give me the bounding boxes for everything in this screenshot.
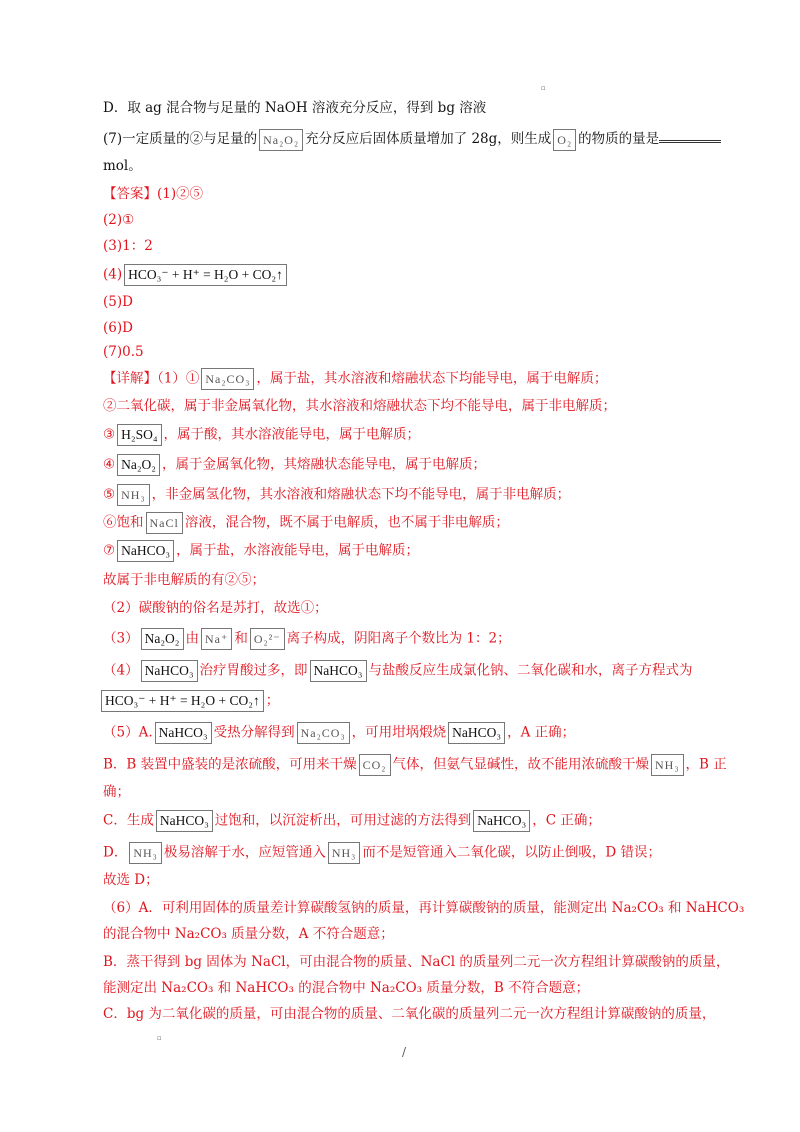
text: 极易溶解于水，应短管通入 [163,844,326,861]
formula-nahco3: NaHCO₃ [473,810,530,832]
corner-mark-top: ▫ [541,84,546,92]
answer-line-1 [103,184,203,204]
text: ； [265,692,280,709]
text: C．生成 [103,812,154,829]
formula-na2co3: Na₂CO₃ [201,368,254,390]
explanation-line-6 [103,512,509,534]
explanation-line-8: 故属于非电解质的有②⑤； [103,572,265,588]
text: D． [103,844,128,861]
answer-4 [103,264,289,286]
formula-na2co3: Na₂CO₃ [297,722,350,744]
text: 由 [185,630,199,647]
text: ，属于金属氧化物，其熔融状态能导电，属于电解质； [162,456,487,473]
explanation-line-12 [99,690,279,712]
text: B．B 装置中盛装的是浓硫酸，可用来干燥 [103,756,357,773]
text: ⑤ [103,486,116,503]
explanation-line-4 [103,454,486,476]
corner-mark-bottom: ▫ [157,1034,162,1042]
text: ，A 正确； [507,724,576,741]
text: ④ [103,456,116,473]
text: 治疗胃酸过多，即 [199,662,308,679]
explanation-line-20: 的混合物中 Na₂CO₃ 质量分数，A 不符合题意； [103,926,394,942]
text: （4） [103,662,139,679]
explanation-line-5 [103,484,570,506]
explanation-line-18: 故选 D； [103,872,159,888]
text: 过饱和，以沉淀析出，可用过滤的方法得到 [214,812,472,829]
formula-na2o2: Na₂O₂ [117,454,160,476]
formula-nh3: NH₃ [328,842,361,864]
explanation-line-17 [103,842,661,864]
text: 与盐酸反应生成氯化钠、二氧化碳和水，离子方程式为 [368,662,693,679]
text: ，非金属氢化物，其水溶液和熔融状态下均不能导电，属于非电解质； [151,486,571,503]
explanation-line-11 [103,660,693,682]
text: ⑦ [103,542,116,559]
text: ，属于盐，水溶液能导电，属于电解质； [176,542,420,559]
formula-ionic-equation: HCO₃⁻ + H⁺ = H₂O + CO₂↑ [124,264,287,286]
explanation-line-2: ②二氧化碳，属于非金属氧化物，其水溶液和熔融状态下均不能导电，属于非电解质； [103,398,616,414]
answer-3: (3)1：2 [103,238,153,254]
text: 和 [234,630,248,647]
page-number: / [402,1045,407,1059]
answer-1: (1)②⑤ [157,186,204,202]
text: ，B 正 [685,756,727,773]
formula-na2o2: Na₂O₂ [141,628,184,650]
formula-nacl: NaCl [146,512,183,534]
explanation-line-23: C．bg 为二氧化碳的质量，可由混合物的质量、二氧化碳的质量列二元一次方程组计算碳酸钠的质量， [103,1006,716,1022]
explanation-label: 【详解】 [103,370,157,387]
explanation-line-21: B．蒸干得到 bg 固体为 NaCl，可由混合物的质量、NaCl 的质量列二元一次方程组计算碳酸钠的质量， [103,954,730,970]
text: ⑥饱和 [103,514,144,531]
answer-label: 【答案】 [103,186,157,202]
explanation-line-1 [103,368,607,390]
formula-co2: CO₂ [359,754,391,776]
formula-nh3: NH₃ [651,754,684,776]
formula-h2so4: H₂SO₄ [117,424,161,446]
text: ，可用坩埚煅烧 [351,724,447,741]
text: （5）A. [103,724,153,741]
text: ，属于盐，其水溶液和熔融状态下均能导电，属于电解质； [256,370,608,387]
formula-na-ion: Na⁺ [201,628,232,650]
text: 溶液，混合物，既不属于电解质，也不属于非电解质； [184,514,509,531]
explanation-line-9: （2）碳酸钠的俗名是苏打，故选①； [103,600,328,616]
answer-6: (6)D [103,320,133,336]
q7-text-b: 充分反应后固体质量增加了 28g，则生成 [305,131,552,147]
text: （3） [103,630,139,647]
text: （1）① [157,370,200,387]
explanation-line-14 [103,754,727,776]
formula-nh3: NH₃ [117,484,150,506]
question-7 [103,128,721,151]
explanation-line-22: 能测定出 Na₂CO₃ 和 NaHCO₃ 的混合物中 Na₂CO₃ 质量分数，B 不符合题意； [103,980,590,996]
formula-nahco3: NaHCO₃ [117,540,174,562]
q7-text-a: (7)一定质量的②与足量的 [103,131,258,147]
text: 而不是短管通入二氧化碳，以防止倒吸，D 错误； [362,844,661,861]
q7-text-c: 的物质的量是 [578,131,660,147]
formula-nahco3: NaHCO₃ [141,660,198,682]
formula-nh3: NH₃ [129,842,162,864]
answer-2: (2)① [103,212,135,228]
formula-nahco3: NaHCO₃ [155,722,212,744]
formula-nahco3: NaHCO₃ [156,810,213,832]
explanation-line-10 [103,628,511,650]
text: 离子构成，阴阳离子个数比为 1：2； [286,630,511,647]
formula-peroxide-ion: O₂²⁻ [250,628,285,650]
answer-blank [659,128,721,143]
formula-na2o2: Na₂O₂ [259,129,303,151]
answer-7: (7)0.5 [103,344,144,360]
answer-4-label: (4) [103,266,123,283]
explanation-line-3 [103,424,420,446]
question-option-d: D．取 ag 混合物与足量的 NaOH 溶液充分反应，得到 bg 溶液 [103,100,487,116]
text: 受热分解得到 [213,724,295,741]
answer-5: (5)D [103,294,133,310]
text: 气体，但氨气显碱性，故不能用浓硫酸干燥 [392,756,649,773]
formula-nahco3: NaHCO₃ [310,660,367,682]
formula-nahco3: NaHCO₃ [448,722,505,744]
formula-o2: O₂ [553,129,576,151]
explanation-line-13 [103,722,575,744]
explanation-line-7 [103,540,419,562]
text: ，C 正确； [532,812,601,829]
text: ，属于酸，其水溶液能导电，属于电解质； [163,426,421,443]
explanation-line-15: 确； [103,784,130,800]
q7-unit: mol。 [103,158,142,174]
explanation-line-19: （6）A．可利用固体的质量差计算碳酸氢钠的质量，再计算碳酸钠的质量，能测定出 Na₂CO₃ 和 NaHCO₃ [103,900,745,916]
explanation-line-16 [103,810,601,832]
formula-ionic-equation: HCO₃⁻ + H⁺ = H₂O + CO₂↑ [101,690,264,712]
text: ③ [103,426,116,443]
